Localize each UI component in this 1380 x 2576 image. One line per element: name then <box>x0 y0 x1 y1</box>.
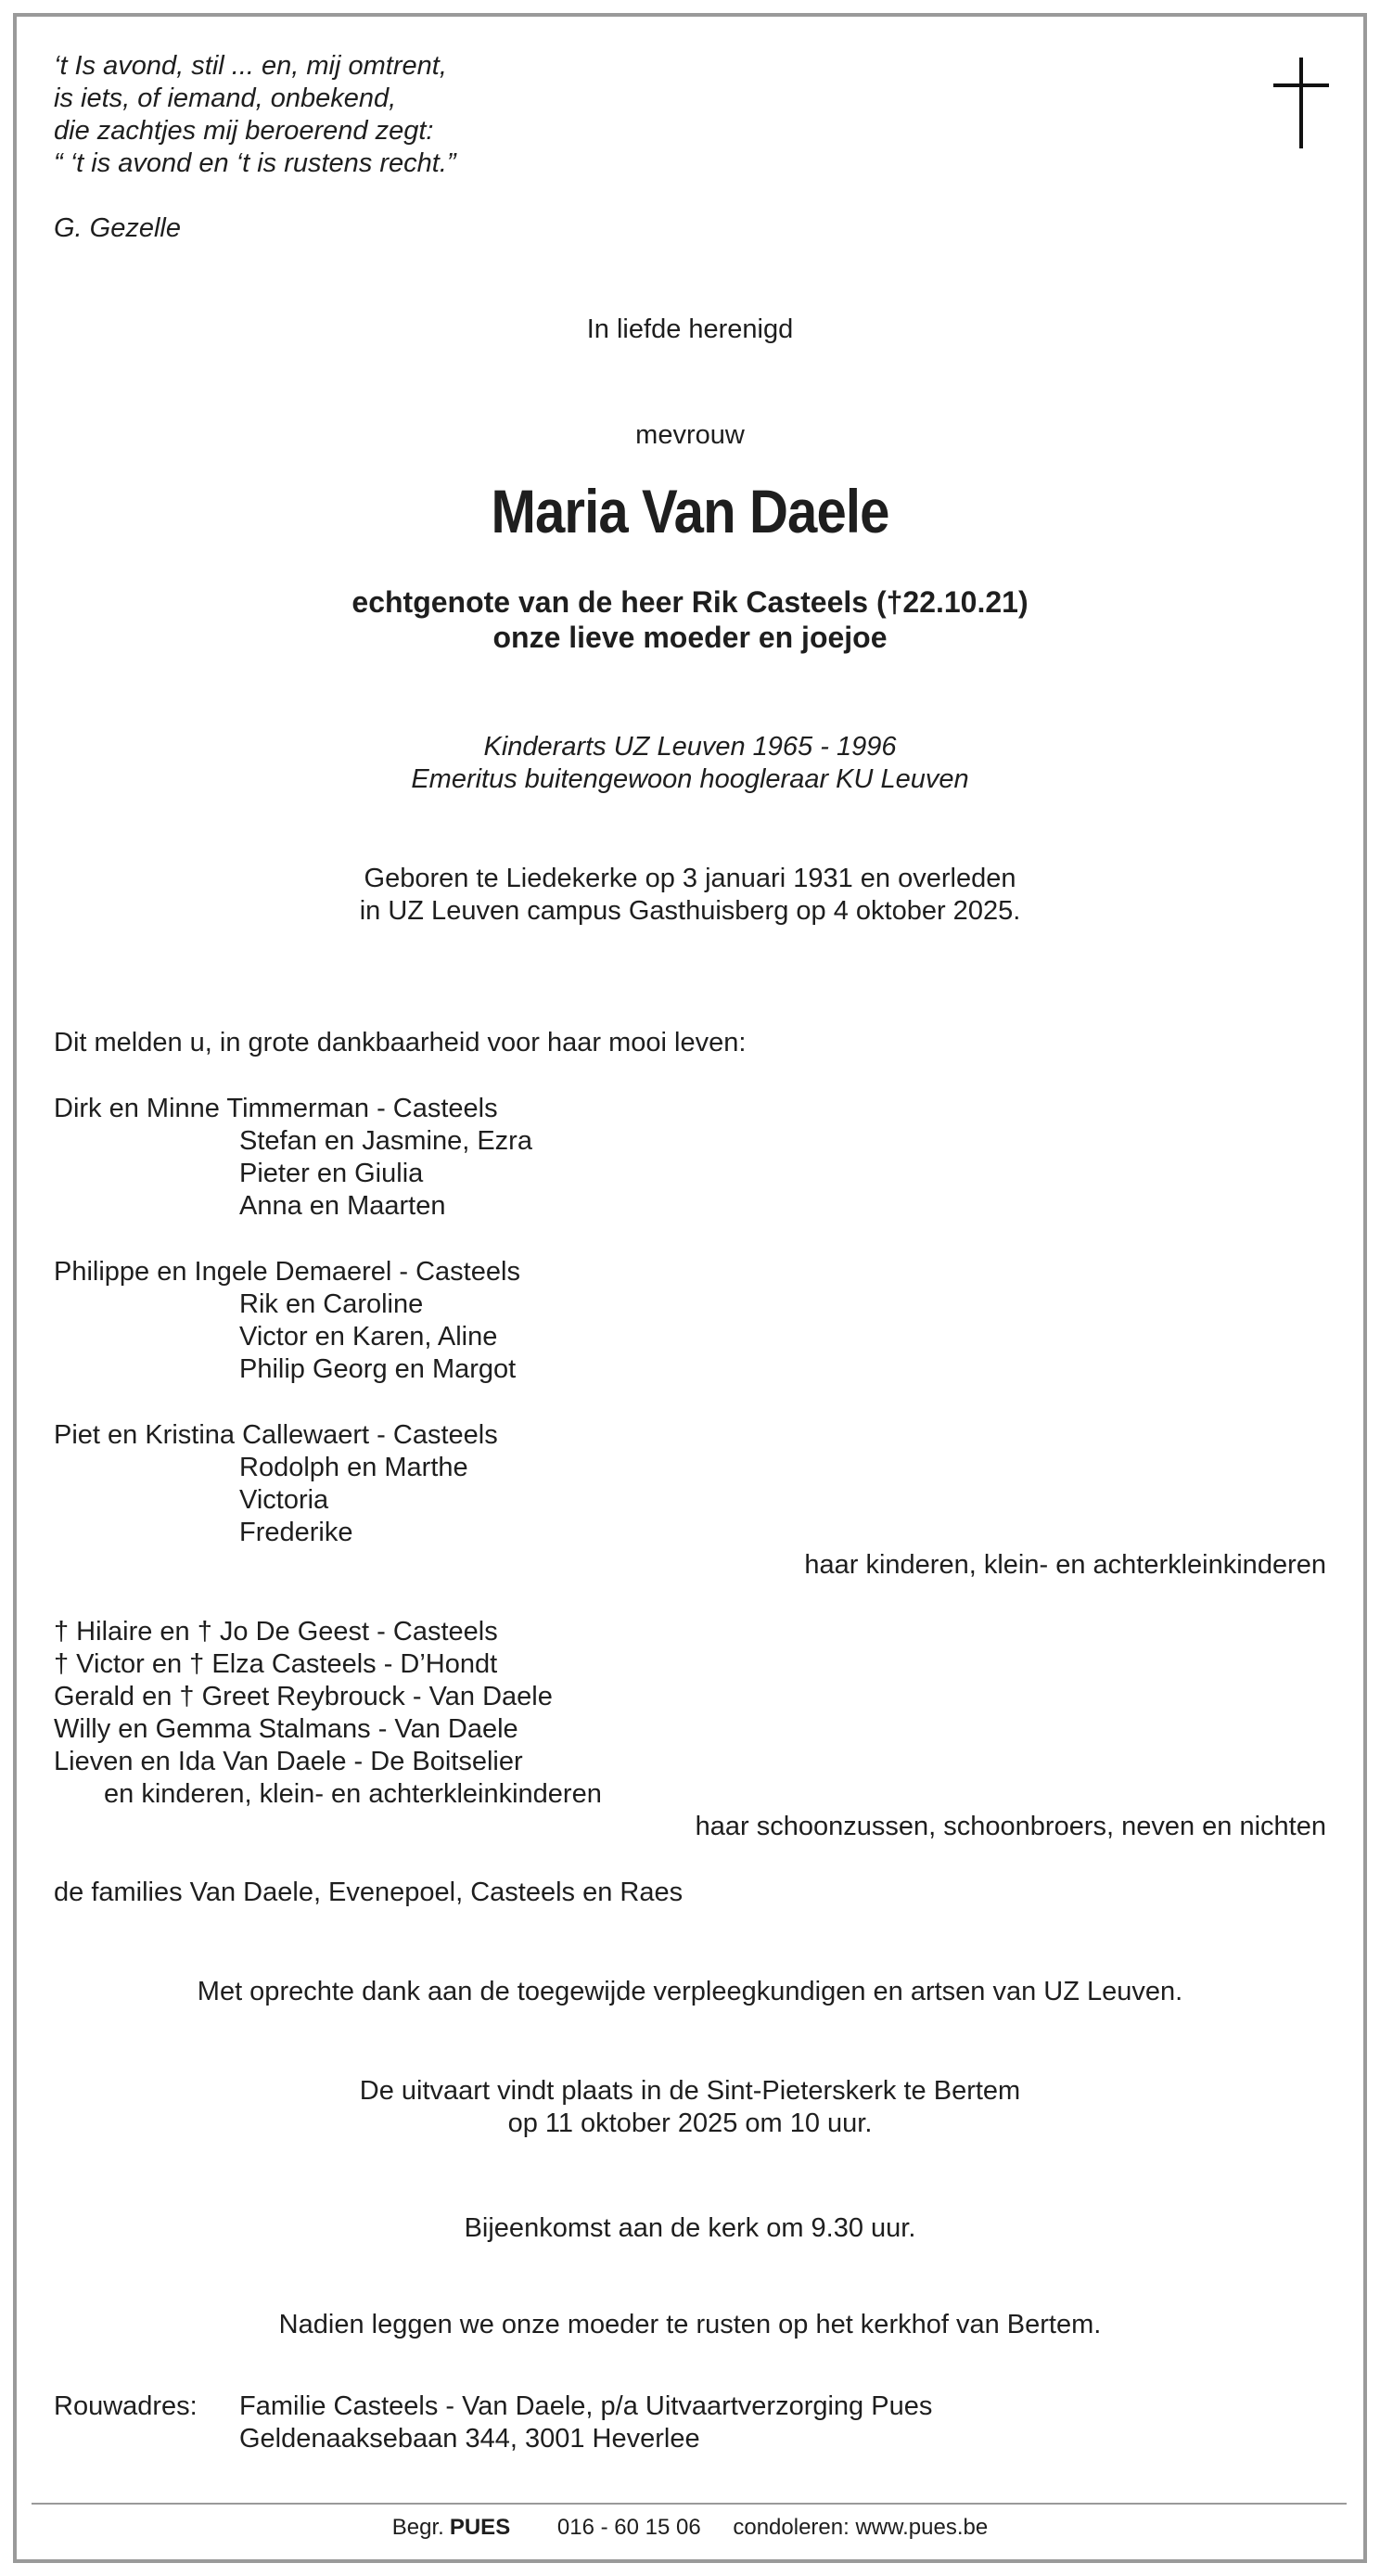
family-head-2: Philippe en Ingele Demaerel - Casteels <box>54 1257 520 1287</box>
in-laws-label: haar schoonzussen, schoonbroers, neven en nichten <box>695 1812 1326 1841</box>
in-law-extra: en kinderen, klein- en achterkleinkinderen <box>104 1779 602 1809</box>
family-head-1: Dirk en Minne Timmerman - Casteels <box>54 1094 498 1123</box>
birth-death-line-2: in UZ Leuven campus Gasthuisberg op 4 oktober 2025. <box>359 896 1021 926</box>
family-member: Anna en Maarten <box>239 1191 446 1221</box>
family-member: Victor en Karen, Aline <box>239 1322 498 1352</box>
in-law-line: Willy en Gemma Stalmans - Van Daele <box>54 1714 518 1744</box>
children-label: haar kinderen, klein- en achterkleinkinderen <box>804 1550 1326 1580</box>
meeting-text: Bijeenkomst aan de kerk om 9.30 uur. <box>464 2213 916 2243</box>
subtitle-line-1: echtgenote van de heer Rik Casteels (†22.10.21) <box>351 585 1029 619</box>
family-member: Philip Georg en Margot <box>239 1354 517 1384</box>
funeral-line-1: De uitvaart vindt plaats in de Sint-Pieterskerk te Bertem <box>359 2076 1021 2106</box>
family-member: Rodolph en Marthe <box>239 1453 468 1482</box>
family-member: Frederike <box>239 1518 353 1547</box>
family-member: Rik en Caroline <box>239 1289 424 1319</box>
deceased-name: Maria Van Daele <box>491 477 889 545</box>
address-label: Rouwadres: <box>54 2391 198 2421</box>
burial-text: Nadien leggen we onze moeder te rusten op het kerkhof van Bertem. <box>278 2310 1102 2339</box>
family-head-3: Piet en Kristina Callewaert - Casteels <box>54 1420 498 1450</box>
footer-divider <box>32 2503 1347 2505</box>
footer <box>0 2514 1380 2542</box>
footer-condolences-link[interactable]: condoleren: www.pues.be <box>733 2515 989 2540</box>
career-line-2: Emeritus buitengewoon hoogleraar KU Leuven <box>411 764 969 794</box>
poem-author: G. Gezelle <box>54 213 181 243</box>
poem-line-2: is iets, of iemand, onbekend, <box>54 83 397 113</box>
in-law-line: Lieven en Ida Van Daele - De Boitselier <box>54 1747 523 1776</box>
in-law-line: Gerald en † Greet Reybrouck - Van Daele <box>54 1682 553 1711</box>
address-line-2: Geldenaaksebaan 344, 3001 Heverlee <box>239 2424 700 2454</box>
footer-begr-label: Begr. <box>391 2515 444 2540</box>
poem-line-1: ‘t Is avond, stil ... en, mij omtrent, <box>54 51 447 81</box>
families-line: de families Van Daele, Evenepoel, Casteels en Raes <box>54 1878 684 1907</box>
career-line-1: Kinderarts UZ Leuven 1965 - 1996 <box>483 732 897 762</box>
footer-company: PUES <box>449 2515 511 2540</box>
birth-death-line-1: Geboren te Liedekerke op 3 januari 1931 en overleden <box>364 864 1016 893</box>
address-line-1: Familie Casteels - Van Daele, p/a Uitvaartverzorging Pues <box>239 2391 933 2421</box>
family-member: Victoria <box>239 1485 329 1515</box>
poem-line-3: die zachtjes mij beroerend zegt: <box>54 116 434 146</box>
cross-icon <box>1273 58 1329 148</box>
salutation: mevrouw <box>635 420 745 450</box>
in-law-line: † Victor en † Elza Casteels - D’Hondt <box>54 1649 498 1679</box>
family-member: Stefan en Jasmine, Ezra <box>239 1126 532 1156</box>
family-member: Pieter en Giulia <box>239 1159 424 1188</box>
footer-phone: 016 - 60 15 06 <box>556 2515 701 2540</box>
in-law-line: † Hilaire en † Jo De Geest - Casteels <box>54 1617 498 1647</box>
announcement: Dit melden u, in grote dankbaarheid voor haar mooi leven: <box>54 1028 747 1057</box>
intro-text: In liefde herenigd <box>586 314 794 344</box>
subtitle-line-2: onze lieve moeder en joejoe <box>492 621 888 654</box>
funeral-line-2: op 11 oktober 2025 om 10 uur. <box>507 2108 873 2138</box>
poem-line-4: “ ‘t is avond en ‘t is rustens recht.” <box>54 148 456 178</box>
thanks-text: Met oprechte dank aan de toegewijde verpleegkundigen en artsen van UZ Leuven. <box>197 1977 1183 2006</box>
